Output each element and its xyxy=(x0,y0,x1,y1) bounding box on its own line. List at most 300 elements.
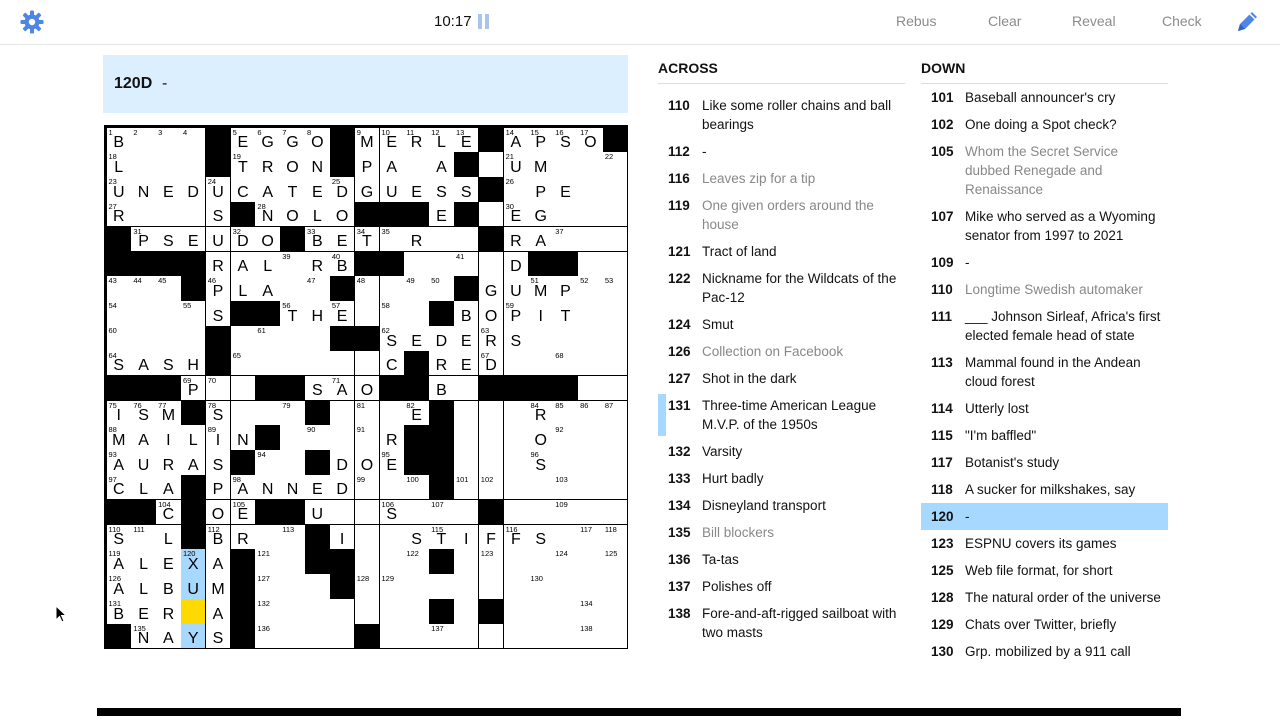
grid-cell[interactable] xyxy=(603,326,628,351)
grid-cell[interactable] xyxy=(603,475,628,500)
grid-cell[interactable] xyxy=(280,450,305,475)
grid-cell[interactable] xyxy=(156,574,181,599)
grid-cell[interactable] xyxy=(380,401,405,426)
grid-cell[interactable] xyxy=(578,351,603,376)
grid-cell[interactable] xyxy=(206,202,231,227)
grid-cell[interactable] xyxy=(280,152,305,177)
grid-cell[interactable] xyxy=(181,177,206,202)
pencil-icon[interactable] xyxy=(1234,9,1260,35)
grid-cell[interactable] xyxy=(231,475,256,500)
grid-cell[interactable] xyxy=(156,152,181,177)
grid-cell[interactable] xyxy=(429,326,454,351)
grid-cell[interactable] xyxy=(206,276,231,301)
pause-icon[interactable] xyxy=(478,14,490,29)
grid-cell[interactable] xyxy=(305,574,330,599)
grid-cell[interactable] xyxy=(255,227,280,252)
down-clue-105[interactable] xyxy=(921,138,1168,203)
down-clue-118[interactable] xyxy=(921,476,1168,503)
grid-cell[interactable] xyxy=(380,425,405,450)
grid-cell[interactable] xyxy=(528,177,553,202)
grid-cell[interactable] xyxy=(305,301,330,326)
down-clue-120[interactable] xyxy=(921,503,1168,530)
grid-cell[interactable] xyxy=(404,177,429,202)
grid-cell[interactable] xyxy=(131,351,156,376)
grid-cell[interactable] xyxy=(206,574,231,599)
down-clue-109[interactable] xyxy=(921,249,1168,276)
grid-cell[interactable] xyxy=(578,152,603,177)
grid-cell[interactable] xyxy=(181,624,206,649)
grid-cell[interactable] xyxy=(280,128,305,153)
grid-cell[interactable] xyxy=(131,624,156,649)
grid-cell[interactable] xyxy=(131,450,156,475)
grid-cell[interactable] xyxy=(131,475,156,500)
grid-cell[interactable] xyxy=(156,599,181,624)
grid-cell[interactable] xyxy=(355,599,380,624)
grid-cell[interactable] xyxy=(305,351,330,376)
grid-cell[interactable] xyxy=(380,276,405,301)
grid-cell[interactable] xyxy=(479,425,504,450)
grid-cell[interactable] xyxy=(330,227,355,252)
grid-cell[interactable] xyxy=(305,128,330,153)
grid-cell[interactable] xyxy=(504,128,529,153)
grid-cell[interactable] xyxy=(528,549,553,574)
grid-cell[interactable] xyxy=(504,326,529,351)
grid-cell[interactable] xyxy=(131,202,156,227)
grid-cell[interactable] xyxy=(107,177,132,202)
grid-cell[interactable] xyxy=(280,599,305,624)
grid-cell[interactable] xyxy=(504,351,529,376)
grid-cell[interactable] xyxy=(280,425,305,450)
clear-button[interactable]: Clear xyxy=(988,13,1022,29)
grid-cell[interactable] xyxy=(504,252,529,277)
grid-cell[interactable] xyxy=(479,152,504,177)
grid-cell[interactable] xyxy=(355,525,380,550)
grid-cell[interactable] xyxy=(454,351,479,376)
grid-cell[interactable] xyxy=(355,227,380,252)
down-clue-107[interactable] xyxy=(921,203,1168,249)
grid-cell[interactable] xyxy=(181,574,206,599)
grid-cell[interactable] xyxy=(528,500,553,525)
grid-cell[interactable] xyxy=(131,401,156,426)
grid-cell[interactable] xyxy=(404,525,429,550)
grid-cell[interactable] xyxy=(107,301,132,326)
grid-cell[interactable] xyxy=(528,401,553,426)
grid-cell[interactable] xyxy=(255,599,280,624)
grid-cell[interactable] xyxy=(454,450,479,475)
grid-cell[interactable] xyxy=(603,152,628,177)
grid-cell[interactable] xyxy=(603,401,628,426)
across-clue-121[interactable] xyxy=(658,238,905,265)
grid-cell[interactable] xyxy=(454,525,479,550)
grid-cell[interactable] xyxy=(330,351,355,376)
grid-cell[interactable] xyxy=(305,624,330,649)
grid-cell[interactable] xyxy=(255,276,280,301)
grid-cell[interactable] xyxy=(578,252,603,277)
grid-cell[interactable] xyxy=(404,326,429,351)
grid-cell[interactable] xyxy=(479,475,504,500)
grid-cell[interactable] xyxy=(330,624,355,649)
grid-cell[interactable] xyxy=(206,475,231,500)
grid-cell[interactable] xyxy=(305,500,330,525)
grid-cell[interactable] xyxy=(429,252,454,277)
grid-cell[interactable] xyxy=(330,425,355,450)
grid-cell[interactable] xyxy=(231,276,256,301)
grid-cell[interactable] xyxy=(504,152,529,177)
grid-cell[interactable] xyxy=(355,475,380,500)
grid-cell[interactable] xyxy=(553,202,578,227)
grid-cell[interactable] xyxy=(380,450,405,475)
grid-cell[interactable] xyxy=(380,177,405,202)
grid-cell[interactable] xyxy=(454,326,479,351)
grid-cell[interactable] xyxy=(603,574,628,599)
grid-cell[interactable] xyxy=(553,624,578,649)
grid-cell[interactable] xyxy=(156,450,181,475)
grid-cell[interactable] xyxy=(255,202,280,227)
grid-cell[interactable] xyxy=(454,475,479,500)
grid-cell[interactable] xyxy=(131,276,156,301)
grid-cell[interactable] xyxy=(280,549,305,574)
grid-cell[interactable] xyxy=(429,128,454,153)
grid-cell[interactable] xyxy=(380,301,405,326)
grid-cell[interactable] xyxy=(429,351,454,376)
grid-cell[interactable] xyxy=(380,500,405,525)
grid-cell[interactable] xyxy=(578,202,603,227)
grid-cell[interactable] xyxy=(181,450,206,475)
grid-cell[interactable] xyxy=(504,202,529,227)
grid-cell[interactable] xyxy=(479,574,504,599)
grid-cell[interactable] xyxy=(206,525,231,550)
grid-cell[interactable] xyxy=(355,152,380,177)
grid-cell[interactable] xyxy=(504,425,529,450)
grid-cell[interactable] xyxy=(504,401,529,426)
grid-cell[interactable] xyxy=(553,301,578,326)
grid-cell[interactable] xyxy=(156,425,181,450)
grid-cell[interactable] xyxy=(255,475,280,500)
grid-cell[interactable] xyxy=(578,475,603,500)
grid-cell[interactable] xyxy=(181,227,206,252)
grid-cell[interactable] xyxy=(156,351,181,376)
across-clue-110[interactable] xyxy=(658,92,905,138)
grid-cell[interactable] xyxy=(231,152,256,177)
grid-cell[interactable] xyxy=(603,276,628,301)
down-clue-101[interactable] xyxy=(921,84,1168,111)
across-clue-116[interactable] xyxy=(658,165,905,192)
grid-cell[interactable] xyxy=(355,276,380,301)
check-button[interactable]: Check xyxy=(1162,13,1202,29)
grid-cell[interactable] xyxy=(454,401,479,426)
across-clue-132[interactable] xyxy=(658,438,905,465)
grid-cell[interactable] xyxy=(355,500,380,525)
grid-cell[interactable] xyxy=(181,599,206,624)
grid-cell[interactable] xyxy=(504,599,529,624)
grid-cell[interactable] xyxy=(528,574,553,599)
grid-cell[interactable] xyxy=(479,624,504,649)
grid-cell[interactable] xyxy=(504,450,529,475)
down-clue-111[interactable] xyxy=(921,303,1168,349)
grid-cell[interactable] xyxy=(603,252,628,277)
grid-cell[interactable] xyxy=(404,599,429,624)
grid-cell[interactable] xyxy=(454,425,479,450)
grid-cell[interactable] xyxy=(578,549,603,574)
grid-cell[interactable] xyxy=(355,574,380,599)
grid-cell[interactable] xyxy=(553,525,578,550)
grid-cell[interactable] xyxy=(280,351,305,376)
grid-cell[interactable] xyxy=(528,227,553,252)
grid-cell[interactable] xyxy=(380,351,405,376)
grid-cell[interactable] xyxy=(504,549,529,574)
grid-cell[interactable] xyxy=(504,276,529,301)
grid-cell[interactable] xyxy=(578,450,603,475)
grid-cell[interactable] xyxy=(454,177,479,202)
grid-cell[interactable] xyxy=(305,599,330,624)
grid-cell[interactable] xyxy=(479,450,504,475)
grid-cell[interactable] xyxy=(355,351,380,376)
rebus-button[interactable]: Rebus xyxy=(896,13,937,29)
grid-cell[interactable] xyxy=(479,276,504,301)
grid-cell[interactable] xyxy=(504,500,529,525)
grid-cell[interactable] xyxy=(479,351,504,376)
down-clue-130[interactable] xyxy=(921,638,1168,665)
grid-cell[interactable] xyxy=(578,326,603,351)
grid-cell[interactable] xyxy=(330,301,355,326)
grid-cell[interactable] xyxy=(231,376,256,401)
grid-cell[interactable] xyxy=(429,624,454,649)
grid-cell[interactable] xyxy=(578,401,603,426)
grid-cell[interactable] xyxy=(156,177,181,202)
grid-cell[interactable] xyxy=(603,227,628,252)
grid-cell[interactable] xyxy=(107,475,132,500)
grid-cell[interactable] xyxy=(504,227,529,252)
grid-cell[interactable] xyxy=(107,574,132,599)
grid-cell[interactable] xyxy=(131,227,156,252)
grid-cell[interactable] xyxy=(528,301,553,326)
grid-cell[interactable] xyxy=(156,227,181,252)
grid-cell[interactable] xyxy=(156,401,181,426)
across-clue-138[interactable] xyxy=(658,600,905,646)
grid-cell[interactable] xyxy=(330,202,355,227)
grid-cell[interactable] xyxy=(404,252,429,277)
grid-cell[interactable] xyxy=(255,177,280,202)
grid-cell[interactable] xyxy=(107,425,132,450)
grid-cell[interactable] xyxy=(454,599,479,624)
grid-cell[interactable] xyxy=(280,574,305,599)
grid-cell[interactable] xyxy=(578,624,603,649)
grid-cell[interactable] xyxy=(280,525,305,550)
grid-cell[interactable] xyxy=(231,252,256,277)
grid-cell[interactable] xyxy=(206,624,231,649)
grid-cell[interactable] xyxy=(504,301,529,326)
reveal-button[interactable]: Reveal xyxy=(1072,13,1116,29)
grid-cell[interactable] xyxy=(404,227,429,252)
grid-cell[interactable] xyxy=(553,351,578,376)
down-clue-114[interactable] xyxy=(921,395,1168,422)
grid-cell[interactable] xyxy=(528,152,553,177)
grid-cell[interactable] xyxy=(305,227,330,252)
grid-cell[interactable] xyxy=(504,177,529,202)
grid-cell[interactable] xyxy=(231,500,256,525)
grid-cell[interactable] xyxy=(206,376,231,401)
grid-cell[interactable] xyxy=(404,574,429,599)
grid-cell[interactable] xyxy=(206,252,231,277)
grid-cell[interactable] xyxy=(578,425,603,450)
grid-cell[interactable] xyxy=(578,128,603,153)
grid-cell[interactable] xyxy=(131,599,156,624)
grid-cell[interactable] xyxy=(181,326,206,351)
grid-cell[interactable] xyxy=(603,549,628,574)
grid-cell[interactable] xyxy=(206,450,231,475)
grid-cell[interactable] xyxy=(404,301,429,326)
across-clue-127[interactable] xyxy=(658,365,905,392)
grid-cell[interactable] xyxy=(603,500,628,525)
grid-cell[interactable] xyxy=(181,152,206,177)
down-clue-102[interactable] xyxy=(921,111,1168,138)
grid-cell[interactable] xyxy=(231,227,256,252)
grid-cell[interactable] xyxy=(404,152,429,177)
grid-cell[interactable] xyxy=(255,525,280,550)
grid-cell[interactable] xyxy=(255,128,280,153)
down-clue-115[interactable] xyxy=(921,422,1168,449)
grid-cell[interactable] xyxy=(355,301,380,326)
grid-cell[interactable] xyxy=(404,276,429,301)
grid-cell[interactable] xyxy=(553,574,578,599)
grid-cell[interactable] xyxy=(305,276,330,301)
grid-cell[interactable] xyxy=(231,351,256,376)
grid-cell[interactable] xyxy=(156,500,181,525)
grid-cell[interactable] xyxy=(578,599,603,624)
grid-cell[interactable] xyxy=(107,326,132,351)
down-clue-123[interactable] xyxy=(921,530,1168,557)
grid-cell[interactable] xyxy=(553,326,578,351)
grid-cell[interactable] xyxy=(156,128,181,153)
grid-cell[interactable] xyxy=(578,376,603,401)
grid-cell[interactable] xyxy=(528,351,553,376)
grid-cell[interactable] xyxy=(156,624,181,649)
grid-cell[interactable] xyxy=(156,525,181,550)
grid-cell[interactable] xyxy=(429,227,454,252)
grid-cell[interactable] xyxy=(380,152,405,177)
grid-cell[interactable] xyxy=(429,202,454,227)
grid-cell[interactable] xyxy=(255,574,280,599)
grid-cell[interactable] xyxy=(578,301,603,326)
across-clue-112[interactable] xyxy=(658,138,905,165)
grid-cell[interactable] xyxy=(206,425,231,450)
grid-cell[interactable] xyxy=(578,500,603,525)
grid-cell[interactable] xyxy=(553,450,578,475)
gear-icon[interactable] xyxy=(20,10,44,34)
grid-cell[interactable] xyxy=(131,425,156,450)
grid-cell[interactable] xyxy=(280,301,305,326)
grid-cell[interactable] xyxy=(528,202,553,227)
across-clue-126[interactable] xyxy=(658,338,905,365)
grid-cell[interactable] xyxy=(578,177,603,202)
grid-cell[interactable] xyxy=(553,401,578,426)
across-clue-133[interactable] xyxy=(658,465,905,492)
grid-cell[interactable] xyxy=(479,202,504,227)
grid-cell[interactable] xyxy=(553,276,578,301)
grid-cell[interactable] xyxy=(578,276,603,301)
grid-cell[interactable] xyxy=(107,351,132,376)
grid-cell[interactable] xyxy=(553,152,578,177)
grid-cell[interactable] xyxy=(330,252,355,277)
grid-cell[interactable] xyxy=(255,351,280,376)
grid-cell[interactable] xyxy=(255,401,280,426)
grid-cell[interactable] xyxy=(255,450,280,475)
down-clue-125[interactable] xyxy=(921,557,1168,584)
grid-cell[interactable] xyxy=(404,475,429,500)
grid-cell[interactable] xyxy=(355,401,380,426)
grid-cell[interactable] xyxy=(504,525,529,550)
grid-cell[interactable] xyxy=(603,177,628,202)
grid-cell[interactable] xyxy=(107,276,132,301)
grid-cell[interactable] xyxy=(429,525,454,550)
grid-cell[interactable] xyxy=(404,500,429,525)
grid-cell[interactable] xyxy=(305,177,330,202)
grid-cell[interactable] xyxy=(107,202,132,227)
grid-cell[interactable] xyxy=(107,152,132,177)
grid-cell[interactable] xyxy=(255,624,280,649)
grid-cell[interactable] xyxy=(330,450,355,475)
grid-cell[interactable] xyxy=(355,450,380,475)
grid-cell[interactable] xyxy=(206,500,231,525)
grid-cell[interactable] xyxy=(280,252,305,277)
grid-cell[interactable] xyxy=(131,177,156,202)
grid-cell[interactable] xyxy=(404,401,429,426)
grid-cell[interactable] xyxy=(528,475,553,500)
grid-cell[interactable] xyxy=(553,500,578,525)
grid-cell[interactable] xyxy=(280,276,305,301)
grid-cell[interactable] xyxy=(504,574,529,599)
grid-cell[interactable] xyxy=(479,301,504,326)
grid-cell[interactable] xyxy=(380,227,405,252)
grid-cell[interactable] xyxy=(553,177,578,202)
grid-cell[interactable] xyxy=(255,326,280,351)
grid-cell[interactable] xyxy=(603,525,628,550)
grid-cell[interactable] xyxy=(181,351,206,376)
grid-cell[interactable] xyxy=(355,549,380,574)
grid-cell[interactable] xyxy=(231,525,256,550)
grid-cell[interactable] xyxy=(603,301,628,326)
grid-cell[interactable] xyxy=(479,525,504,550)
grid-cell[interactable] xyxy=(355,425,380,450)
grid-cell[interactable] xyxy=(504,475,529,500)
grid-cell[interactable] xyxy=(280,475,305,500)
grid-cell[interactable] xyxy=(454,252,479,277)
grid-cell[interactable] xyxy=(206,401,231,426)
grid-cell[interactable] xyxy=(131,574,156,599)
grid-cell[interactable] xyxy=(231,425,256,450)
grid-cell[interactable] xyxy=(305,326,330,351)
across-clue-124[interactable] xyxy=(658,311,905,338)
grid-cell[interactable] xyxy=(280,202,305,227)
across-clue-135[interactable] xyxy=(658,519,905,546)
grid-cell[interactable] xyxy=(380,549,405,574)
grid-cell[interactable] xyxy=(107,128,132,153)
grid-cell[interactable] xyxy=(454,376,479,401)
grid-cell[interactable] xyxy=(305,252,330,277)
grid-cell[interactable] xyxy=(454,624,479,649)
grid-cell[interactable] xyxy=(181,425,206,450)
grid-cell[interactable] xyxy=(578,227,603,252)
across-clue-134[interactable] xyxy=(658,492,905,519)
grid-cell[interactable] xyxy=(181,301,206,326)
grid-cell[interactable] xyxy=(380,574,405,599)
grid-cell[interactable] xyxy=(131,152,156,177)
grid-cell[interactable] xyxy=(603,450,628,475)
grid-cell[interactable] xyxy=(429,276,454,301)
grid-cell[interactable] xyxy=(553,227,578,252)
grid-cell[interactable] xyxy=(479,549,504,574)
grid-cell[interactable] xyxy=(231,177,256,202)
